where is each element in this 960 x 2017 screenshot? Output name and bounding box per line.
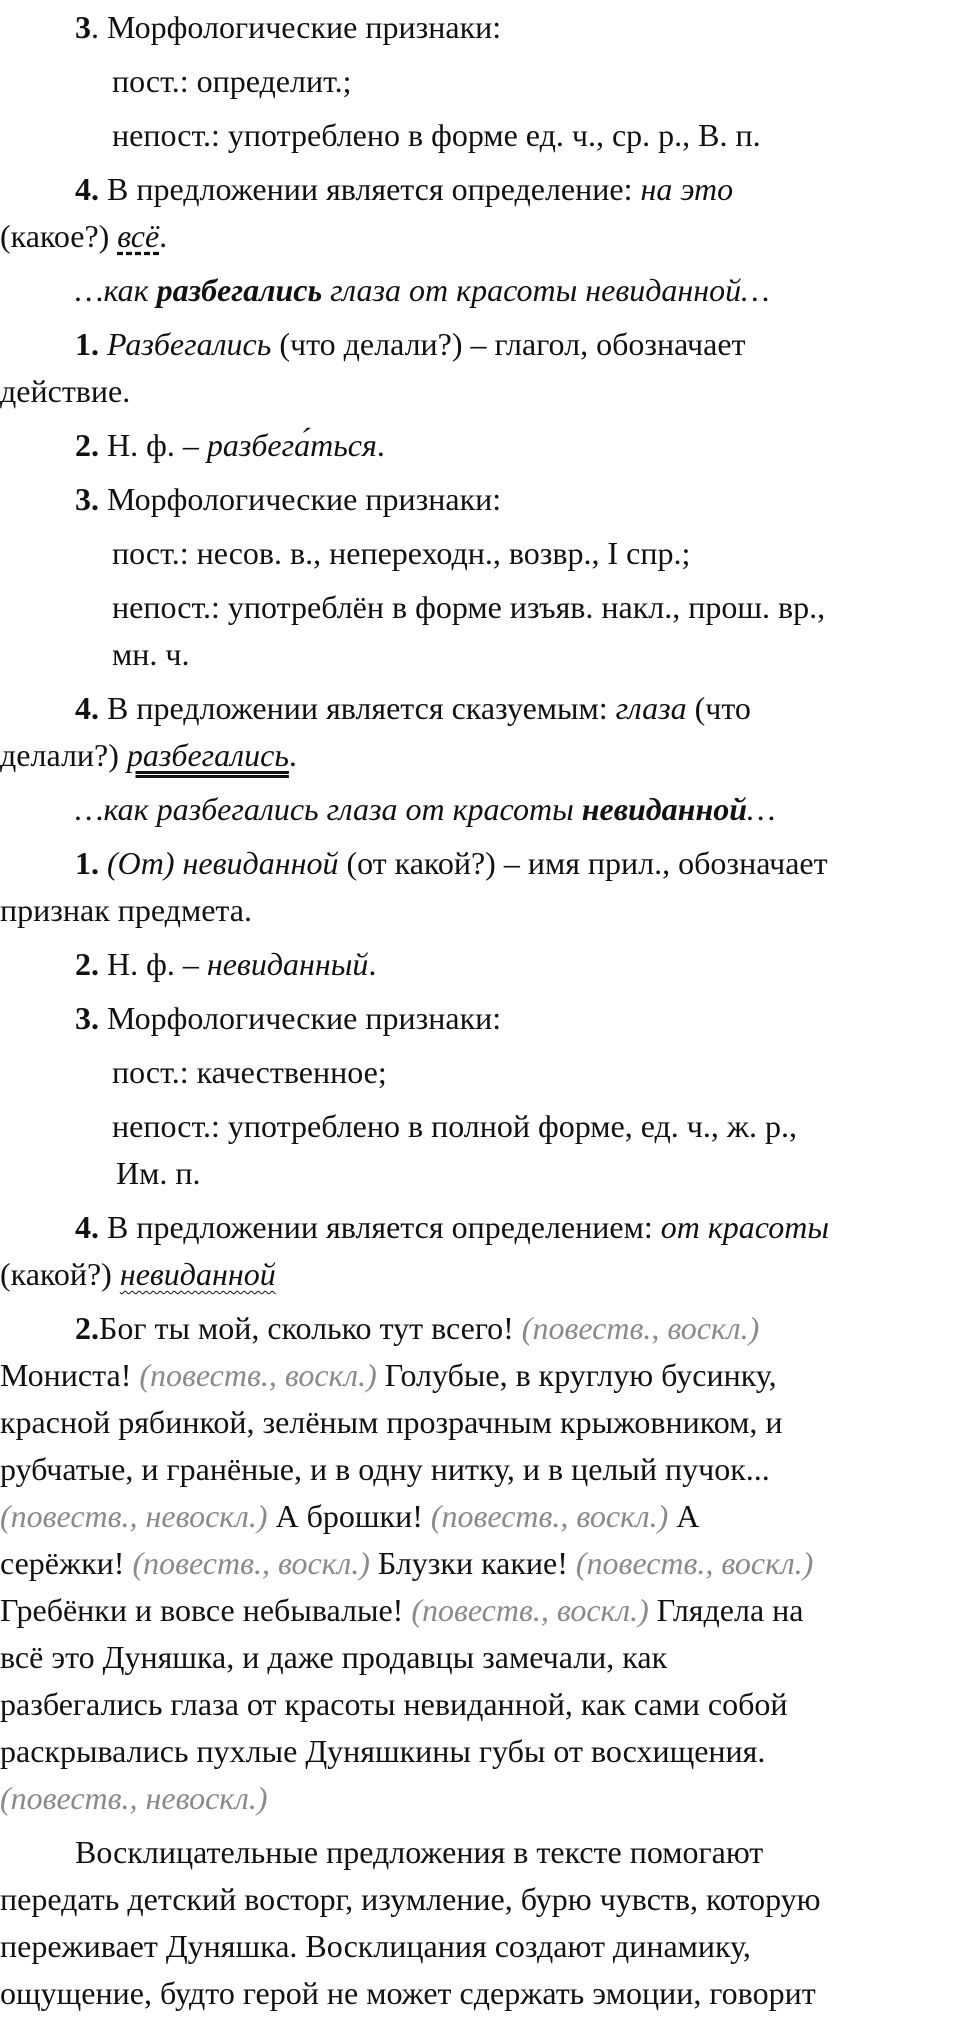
item-number: 1.: [75, 326, 99, 362]
question-text: (какое?): [0, 218, 118, 254]
punctuation: .: [288, 737, 297, 773]
conclusion-line: передать детский восторг, изумление, бурю чувств, которую: [0, 1881, 821, 1917]
item-number: 2.: [75, 427, 99, 463]
item-2-line: [0, 422, 960, 469]
item-number: 2.: [75, 946, 99, 982]
text-line: всё это Дуняшка, и даже продавцы замечали, как: [0, 1639, 668, 1675]
task-2-first-line: [0, 1305, 960, 1352]
item-1-line: [0, 840, 960, 887]
underlined-word: невиданной: [119, 1256, 276, 1292]
variable-features-cont: мн. ч.: [112, 636, 190, 672]
item-text: В предложении является определением:: [99, 1209, 661, 1245]
item-text: В предложении является сказуемым:: [99, 690, 616, 726]
item-3-line: [0, 476, 960, 523]
sentence-note: (повеств., невоскл.): [0, 1780, 268, 1816]
text-line: разбегались глаза от красоты невиданной, как сами собой: [0, 1686, 788, 1722]
constant-features: пост.: качественное;: [112, 1054, 387, 1090]
text-line: [0, 1493, 960, 1540]
sentence: Голубые, в круглую бусинку,: [376, 1357, 777, 1393]
item-number: 3: [75, 9, 91, 45]
text-line: [0, 1540, 960, 1587]
initial-form: разбега́ться: [206, 427, 377, 463]
item-3-line: [0, 995, 960, 1042]
sentence: А брошки!: [267, 1498, 431, 1534]
sentence-note: (повеств., невоскл.): [0, 1498, 268, 1534]
item-1-continuation: признак предмета.: [0, 892, 252, 928]
punctuation: .: [368, 946, 377, 982]
item-text: . Морфологические признаки:: [91, 9, 502, 45]
item-3-line: [0, 4, 960, 51]
constant-features: пост.: определит.;: [112, 63, 352, 99]
sentence-note: (повеств., воскл.): [430, 1498, 669, 1534]
conclusion-line: ощущение, будто герой не может сдержать эмоции, говорит: [0, 1975, 816, 2011]
example-pre: …как разбегались глаза от красоты: [75, 791, 582, 827]
variable-features: непост.: употреблено в полной форме, ед. ч., ж. р.,: [112, 1108, 797, 1144]
sentence: Мониста!: [0, 1357, 140, 1393]
variable-features: непост.: употреблён в форме изъяв. накл., прош. вр.,: [112, 589, 826, 625]
example-word: Разбегались: [107, 326, 272, 362]
example-target-word: невиданной: [581, 791, 747, 827]
item-number: 4.: [75, 1209, 99, 1245]
item-4-continuation: [0, 213, 960, 260]
text-line: красной рябинкой, зелёным прозрачным крыжовником, и: [0, 1404, 783, 1440]
text-line: [0, 1775, 960, 1822]
sentence: Бог ты мой, сколько тут всего!: [99, 1310, 522, 1346]
sentence: Блузки какие!: [369, 1545, 576, 1581]
item-number: 1.: [75, 845, 99, 881]
item-4-continuation: [0, 732, 960, 779]
sentence-note: (повеств., воскл.): [411, 1592, 649, 1628]
example-post: …: [747, 791, 776, 827]
item-4-line: [0, 1204, 960, 1251]
text-line: [0, 1587, 960, 1634]
item-2-line: [0, 941, 960, 988]
sentence-note: (повеств., воскл.): [132, 1545, 370, 1581]
conclusion-line: переживает Дуняшка. Восклицания создают динамику,: [0, 1928, 751, 1964]
question-text: (какой?): [0, 1256, 120, 1292]
item-text: Н. ф. –: [99, 427, 207, 463]
item-text: (от какой?) – имя прил., обозначает: [338, 845, 828, 881]
example-word: на это: [640, 171, 734, 207]
underlined-word: всё: [117, 218, 160, 254]
sentence-note: (повеств., воскл.): [575, 1545, 814, 1581]
variable-features: непост.: употреблено в форме ед. ч., ср. р., В. п.: [112, 117, 761, 153]
example-pre: …как: [75, 272, 157, 308]
text-line: раскрывались пухлые Дуняшкины губы от восхищения.: [0, 1733, 766, 1769]
punctuation: .: [376, 427, 385, 463]
item-number: 4.: [75, 690, 99, 726]
text-line: рубчатые, и гранёные, и в одну нитку, и в целый пучок...: [0, 1451, 770, 1487]
sentence-note: (повеств., воскл.): [139, 1357, 377, 1393]
item-4-continuation: [0, 1251, 960, 1298]
item-text: Н. ф. –: [99, 946, 207, 982]
sentence: А: [668, 1498, 700, 1534]
sentence: Глядела на: [648, 1592, 804, 1628]
example-word: глаза: [615, 690, 687, 726]
example-word: от красоты: [660, 1209, 829, 1245]
sentence-note: (повеств., воскл.): [521, 1310, 760, 1346]
item-1-continuation: действие.: [0, 373, 131, 409]
item-number: 3.: [75, 1000, 99, 1036]
item-text: Морфологические признаки:: [99, 1000, 502, 1036]
sentence: Гребёнки и вовсе небывалые!: [0, 1592, 412, 1628]
example-sentence: [0, 786, 960, 833]
example-word: (От) невиданной: [107, 845, 339, 881]
item-number: 4.: [75, 171, 99, 207]
constant-features: пост.: несов. в., непереходн., возвр., I спр.;: [112, 535, 691, 571]
underlined-word: разбегались: [126, 737, 289, 773]
item-4-line: [0, 685, 960, 732]
initial-form: невиданный: [206, 946, 369, 982]
punctuation: .: [159, 218, 168, 254]
conclusion-line: Восклицательные предложения в тексте помогают: [75, 1834, 764, 1870]
item-number: 3.: [75, 481, 99, 517]
task-number: 2.: [75, 1310, 99, 1346]
text-line: [0, 1352, 960, 1399]
item-text: В предложении является определение:: [99, 171, 641, 207]
example-target-word: разбегались: [156, 272, 323, 308]
sentence: серёжки!: [0, 1545, 133, 1581]
example-post: глаза от красоты невиданной…: [322, 272, 770, 308]
item-4-line: [0, 166, 960, 213]
item-1-line: [0, 321, 960, 368]
variable-features-cont: Им. п.: [116, 1155, 201, 1191]
example-sentence: [0, 267, 960, 314]
question-text: (что: [686, 690, 751, 726]
item-text: Морфологические признаки:: [99, 481, 502, 517]
item-text: (что делали?) – глагол, обозначает: [271, 326, 746, 362]
question-text: делали?): [0, 737, 127, 773]
